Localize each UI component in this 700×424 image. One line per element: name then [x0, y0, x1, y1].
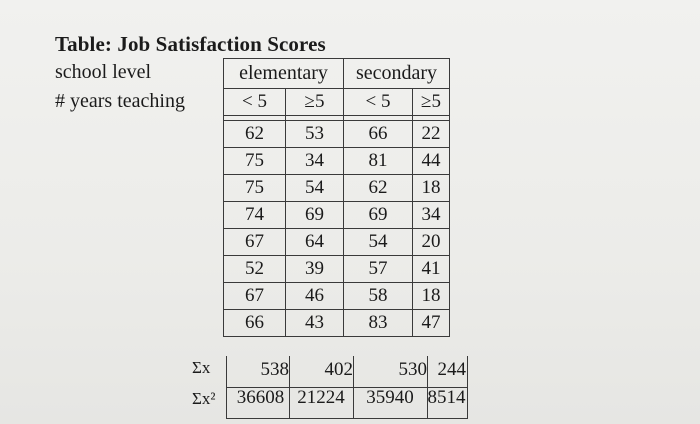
table-row [224, 229, 450, 256]
sum-x2-cell: 36608 [236, 387, 285, 408]
table-cell: 75 [224, 148, 286, 175]
years-teaching-label: # years teaching [55, 90, 185, 112]
sum-x2-row [232, 384, 466, 412]
sums-table [232, 356, 466, 412]
table-cell: 39 [286, 256, 344, 283]
table-cell: 34 [413, 202, 450, 229]
table-cell: 67 [224, 283, 286, 310]
data-body [224, 121, 450, 337]
table-cell: 43 [286, 310, 344, 337]
table-row [224, 256, 450, 283]
subheader-cell: < 5 [224, 89, 286, 116]
table-row [224, 283, 450, 310]
scores-table [223, 58, 450, 337]
table-cell: 53 [286, 121, 344, 148]
table-cell: 62 [344, 175, 413, 202]
subheader-cell: ≥5 [413, 89, 450, 116]
sum-x-cell: 244 [437, 359, 466, 380]
table-row [224, 202, 450, 229]
table-cell: 54 [344, 229, 413, 256]
sum-x-cell: 402 [324, 359, 353, 380]
table-cell: 57 [344, 256, 413, 283]
table-cell: 18 [413, 283, 450, 310]
table-cell: 41 [413, 256, 450, 283]
sum-x2-cell: 8514 [427, 387, 466, 408]
table-cell: 67 [224, 229, 286, 256]
table-cell: 47 [413, 310, 450, 337]
table-cell: 52 [224, 256, 286, 283]
sum-x2-cell: 35940 [366, 387, 414, 408]
table-row [224, 121, 450, 148]
subheader-cell: ≥5 [286, 89, 344, 116]
table-row [224, 175, 450, 202]
table-cell: 75 [224, 175, 286, 202]
table-cell: 74 [224, 202, 286, 229]
sums-bottom-border [226, 418, 467, 419]
sum-x2-label: Σx² [192, 389, 216, 408]
table-cell: 18 [413, 175, 450, 202]
school-level-label: school level [55, 61, 152, 83]
table-cell: 66 [344, 121, 413, 148]
table-cell: 58 [344, 283, 413, 310]
table-cell: 69 [286, 202, 344, 229]
table-cell: 22 [413, 121, 450, 148]
subheader-cell: < 5 [344, 89, 413, 116]
group-header-elementary: elementary [224, 59, 344, 89]
group-header-row [224, 59, 450, 89]
table-cell: 64 [286, 229, 344, 256]
sum-x-cell: 530 [398, 359, 427, 380]
table-cell: 34 [286, 148, 344, 175]
table-cell: 81 [344, 148, 413, 175]
table-row [224, 148, 450, 175]
table-cell: 20 [413, 229, 450, 256]
table-cell: 44 [413, 148, 450, 175]
table-title: Table: Job Satisfaction Scores [55, 32, 326, 56]
sum-x2-cell: 21224 [297, 387, 345, 408]
table-cell: 83 [344, 310, 413, 337]
table-cell: 62 [224, 121, 286, 148]
table-cell: 54 [286, 175, 344, 202]
group-header-secondary: secondary [344, 59, 450, 89]
sum-x-label: Σx [192, 358, 211, 377]
table-cell: 66 [224, 310, 286, 337]
table-cell: 69 [344, 202, 413, 229]
table-cell: 46 [286, 283, 344, 310]
table-row [224, 310, 450, 337]
sum-x-row [232, 356, 466, 384]
sum-x-cell: 538 [260, 359, 289, 380]
subheader-row [224, 89, 450, 116]
